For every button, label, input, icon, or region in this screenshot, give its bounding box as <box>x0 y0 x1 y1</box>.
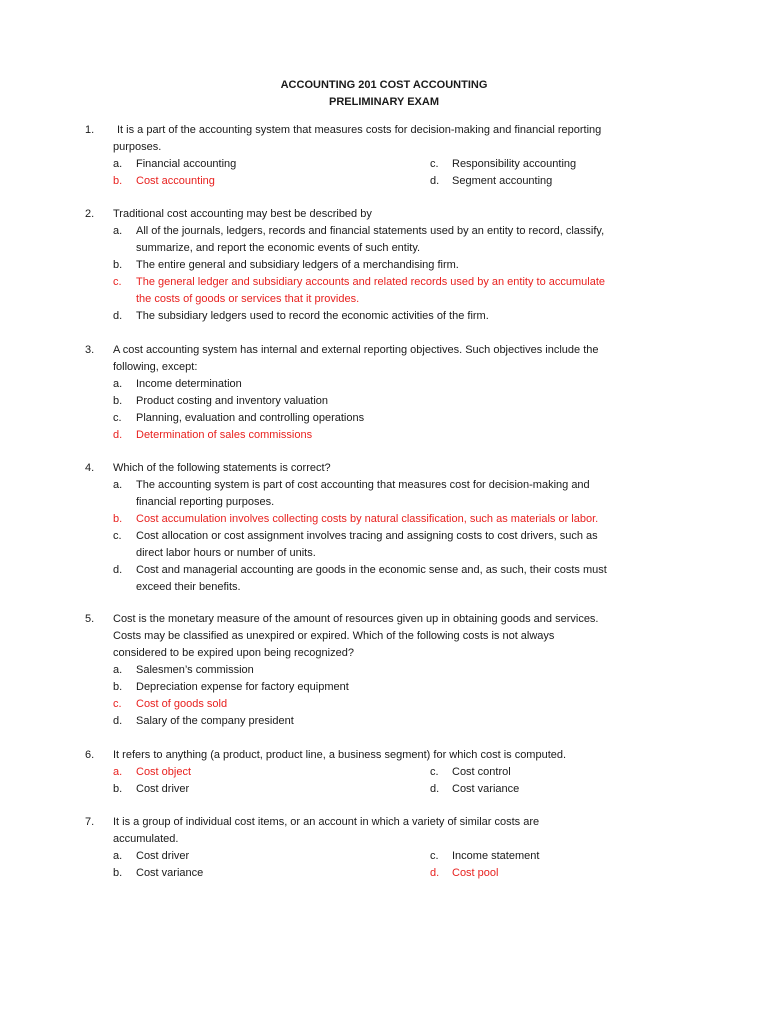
option-row <box>0 764 768 781</box>
question-text: considered to be expired upon being recognized? <box>113 647 354 659</box>
option-letter: d. <box>113 564 123 576</box>
option-text: Income determination <box>136 378 242 390</box>
question-line <box>0 139 768 156</box>
option-letter: b. <box>113 259 123 271</box>
option-line <box>0 291 768 308</box>
question-3 <box>0 342 768 444</box>
question-text: It is a part of the accounting system that measures costs for decision-making and financial reporting <box>117 124 602 136</box>
option-line <box>0 410 768 427</box>
option-line <box>0 427 768 444</box>
option-line <box>0 494 768 511</box>
question-number: 4. <box>85 462 95 474</box>
option-text: direct labor hours or number of units. <box>136 547 316 559</box>
option-row <box>0 865 768 882</box>
question-line <box>0 645 768 662</box>
question-line <box>0 747 768 764</box>
question-line <box>0 460 768 477</box>
question-line <box>0 206 768 223</box>
option-letter: a. <box>113 664 123 676</box>
option-letter: c. <box>113 530 122 542</box>
option-text: Cost object <box>136 766 192 778</box>
option-row <box>0 156 768 173</box>
option-text: All of the journals, ledgers, records and financial statements used by an entity to record, classify, <box>136 225 605 237</box>
answer-choice-c <box>0 528 768 562</box>
question-line <box>0 831 768 848</box>
option-line <box>0 257 768 274</box>
option-text: Salary of the company president <box>136 715 294 727</box>
option-text: summarize, and report the economic events of such entity. <box>136 242 421 254</box>
answer-choice-d <box>0 713 768 730</box>
option-text: Product costing and inventory valuation <box>136 395 329 407</box>
option-line <box>0 562 768 579</box>
option-text: Planning, evaluation and controlling operations <box>136 412 365 424</box>
answer-choice-d <box>0 427 768 444</box>
question-1 <box>0 122 768 190</box>
option-letter: a. <box>113 479 123 491</box>
option-letter: d. <box>430 867 440 879</box>
option-letter: d. <box>430 175 440 187</box>
exam-subtitle: PRELIMINARY EXAM <box>328 96 439 108</box>
answer-choice-c <box>0 410 768 427</box>
question-line <box>0 359 768 376</box>
question-line <box>0 628 768 645</box>
option-line <box>0 679 768 696</box>
answer-choice-c <box>0 274 768 308</box>
question-number: 7. <box>85 816 95 828</box>
option-text: Depreciation expense for factory equipment <box>136 681 349 693</box>
option-text: The general ledger and subsidiary accounts and related records used by an entity to accumulate <box>136 276 606 288</box>
option-line <box>0 662 768 679</box>
question-number: 5. <box>85 613 95 625</box>
option-text: Cost accounting <box>136 175 215 187</box>
option-text: Cost accumulation involves collecting costs by natural classification, such as materials or labor. <box>136 513 599 525</box>
option-letter: b. <box>113 783 123 795</box>
question-text: A cost accounting system has internal and external reporting objectives. Such objectives include the <box>113 344 599 356</box>
option-line <box>0 511 768 528</box>
option-letter: a. <box>113 378 123 390</box>
option-row <box>0 173 768 190</box>
option-line <box>0 579 768 596</box>
answer-choice-a <box>0 223 768 257</box>
option-line <box>0 240 768 257</box>
option-letter: d. <box>430 783 440 795</box>
option-text: financial reporting purposes. <box>136 496 275 508</box>
question-text: Cost is the monetary measure of the amount of resources given up in obtaining goods and services. <box>113 613 599 625</box>
option-letter: c. <box>430 158 439 170</box>
option-letter: b. <box>113 513 123 525</box>
answer-choice-b <box>0 257 768 274</box>
answer-choice-a <box>0 662 768 679</box>
option-letter: a. <box>113 766 123 778</box>
question-7 <box>0 814 768 882</box>
option-text: Salesmen’s commission <box>136 664 254 676</box>
question-2 <box>0 206 768 325</box>
question-6 <box>0 747 768 798</box>
option-text: the costs of goods or services that it provides. <box>136 293 360 305</box>
option-letter: d. <box>113 310 123 322</box>
option-letter: c. <box>430 766 439 778</box>
answer-choice-b <box>0 393 768 410</box>
option-text: The accounting system is part of cost accounting that measures cost for decision-making and <box>136 479 590 491</box>
option-letter: d. <box>113 715 123 727</box>
question-number: 6. <box>85 749 95 761</box>
option-text: The entire general and subsidiary ledgers of a merchandising firm. <box>136 259 459 271</box>
answer-choice-b <box>0 511 768 528</box>
question-line <box>0 611 768 628</box>
option-text: The subsidiary ledgers used to record the economic activities of the firm. <box>136 310 489 322</box>
answer-choice-a <box>0 477 768 511</box>
question-line <box>0 122 768 139</box>
option-text: Cost variance <box>136 867 204 879</box>
option-text: Segment accounting <box>452 175 553 187</box>
option-letter: b. <box>113 867 123 879</box>
option-letter: b. <box>113 395 123 407</box>
option-text: Cost pool <box>452 867 499 879</box>
question-text: It refers to anything (a product, product line, a business segment) for which cost is computed. <box>113 749 567 761</box>
option-line <box>0 477 768 494</box>
answer-choice-c <box>0 696 768 713</box>
option-letter: c. <box>113 698 122 710</box>
option-letter: c. <box>113 412 122 424</box>
option-text: exceed their benefits. <box>136 581 241 593</box>
option-text: Responsibility accounting <box>452 158 577 170</box>
option-text: Cost and managerial accounting are goods in the economic sense and, as such, their costs must <box>136 564 607 576</box>
option-row <box>0 848 768 865</box>
question-5 <box>0 611 768 730</box>
option-letter: a. <box>113 850 123 862</box>
option-line <box>0 308 768 325</box>
option-letter: b. <box>113 175 123 187</box>
option-text: Cost driver <box>136 783 190 795</box>
option-letter: a. <box>113 158 123 170</box>
answer-choice-d <box>0 562 768 596</box>
option-text: Cost variance <box>452 783 520 795</box>
option-letter: b. <box>113 681 123 693</box>
question-4 <box>0 460 768 596</box>
option-line <box>0 696 768 713</box>
question-text: Costs may be classified as unexpired or expired. Which of the following costs is not always <box>113 630 555 642</box>
option-line <box>0 376 768 393</box>
question-number: 2. <box>85 208 95 220</box>
question-number: 1. <box>85 124 95 136</box>
question-number: 3. <box>85 344 95 356</box>
question-text: accumulated. <box>113 833 179 845</box>
answer-choice-b <box>0 679 768 696</box>
question-text: It is a group of individual cost items, or an account in which a variety of similar costs are <box>113 816 540 828</box>
option-line <box>0 528 768 545</box>
option-letter: c. <box>430 850 439 862</box>
option-line <box>0 393 768 410</box>
option-line <box>0 713 768 730</box>
option-text: Cost of goods sold <box>136 698 228 710</box>
answer-choice-d <box>0 308 768 325</box>
question-text: Which of the following statements is correct? <box>113 462 331 474</box>
option-text: Determination of sales commissions <box>136 429 313 441</box>
option-text: Cost control <box>452 766 511 778</box>
option-letter: d. <box>113 429 123 441</box>
option-row <box>0 781 768 798</box>
option-line <box>0 274 768 291</box>
question-text: following, except: <box>113 361 198 373</box>
question-text: purposes. <box>113 141 162 153</box>
option-letter: a. <box>113 225 123 237</box>
option-line <box>0 545 768 562</box>
exam-title: ACCOUNTING 201 COST ACCOUNTING <box>280 79 488 91</box>
option-line <box>0 223 768 240</box>
question-line <box>0 814 768 831</box>
option-text: Cost driver <box>136 850 190 862</box>
option-text: Income statement <box>452 850 540 862</box>
option-text: Financial accounting <box>136 158 237 170</box>
question-text: Traditional cost accounting may best be described by <box>113 208 372 220</box>
option-letter: c. <box>113 276 122 288</box>
answer-choice-a <box>0 376 768 393</box>
question-line <box>0 342 768 359</box>
option-text: Cost allocation or cost assignment involves tracing and assigning costs to cost drivers, such as <box>136 530 598 542</box>
